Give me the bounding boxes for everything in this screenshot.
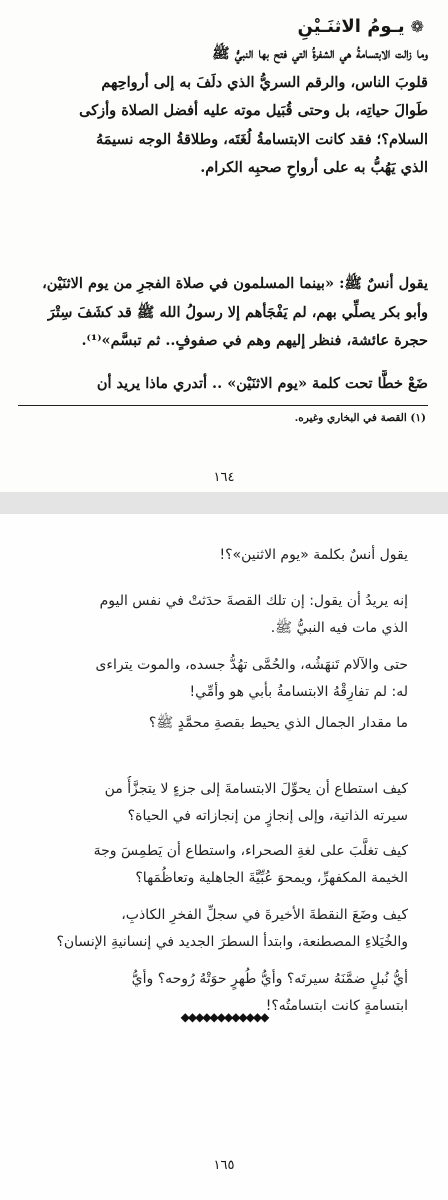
paragraph: [22, 652, 408, 706]
paragraph: [22, 588, 408, 642]
footnote: (١) القصة في البخاري وغيره.: [294, 412, 426, 424]
text-line: السلام؟؛ فقد كانت الابتسامةُ لُغَتَه، وطلاقةُ الوجه نسيمَهُ: [95, 130, 428, 148]
text-line: كيف تغلَّبَ على لغةِ الصحراء، واستطاع أن يَطمِسَ وجهَ: [93, 843, 408, 859]
paragraph: [22, 776, 408, 830]
text-line: سيرته الذاتية، وإلى إنجازٍ من إنجازاته في الحياة؟: [127, 808, 408, 824]
text-line: والخُيَلاءِ المصطنعة، وابتدأ السطرَ الجديد في إنسانيةِ الإنسان؟: [56, 934, 408, 950]
text-line: حتى والآلام تَنهَشُه، والحُمَّى تهُدُّ جسده، والموت يتراءى: [95, 657, 408, 673]
text-line: الذي يَهُبُّ به على أرواحِ صحبِه الكرام.: [200, 159, 428, 176]
chapter-title: يـومُ الاثنَـيْنِ: [297, 16, 405, 37]
page-number: ١٦٤: [213, 470, 235, 485]
paragraph: [22, 838, 408, 892]
text-line: يقول أنسٌ ﷺ: «بينما المسلمون في صلاة الفجرِ من يوم الاثنَيْن،: [42, 275, 428, 292]
page-number: ١٦٥: [213, 1158, 235, 1173]
chapter-heading: [298, 16, 424, 37]
text-line: وأبو بكر يصلِّي بهم، لم يَفْجَأهم إلا رسولُ الله ﷺ قد كشَفَ سِتْرَ: [47, 303, 428, 321]
text-line: الخيمة المكفهرِّ، ويمحوَ عُبِّيَّةَ الجاهلية وتعاظُمَها؟: [135, 870, 408, 886]
ornament-icon: ❁: [410, 17, 424, 36]
paragraph-2-hadith: [18, 270, 428, 356]
text-line: قلوبَ الناس، والرقم السريُّ الذي دلَفَ به إلى أرواحِهم: [101, 73, 428, 91]
paragraph-1: [18, 40, 428, 183]
text-line: ما مقدار الجمال الذي يحيط بقصةِ محمَّدٍ ﷺ؟: [148, 715, 408, 731]
paragraph: [22, 542, 408, 569]
ornamental-divider: ◆◆◆◆◆◆◆◆◆◆◆◆: [180, 1010, 268, 1024]
text-line: ابتسامةٍ كانت ابتسامتُه؟!: [265, 998, 408, 1014]
text-line: وما زالت الابتسامةُ هي الشفرةُ التي فتح بها النبيُّ ﷺ: [212, 45, 428, 62]
paragraph: [22, 902, 408, 956]
text-line: حجرة عائشة، فنظر إليهم وهم في صفوفٍ.. ثم تبسَّم»⁽¹⁾.: [81, 332, 428, 349]
text-line: إنه يريدُ أن يقول: إن تلك القصةَ حدَثتْ في نفس اليوم: [99, 593, 408, 609]
book-page-164: [0, 0, 448, 492]
text-line: الذي مات فيه النبيُّ ﷺ.: [270, 620, 408, 636]
text-line: يقول أنسٌ بكلمة «يوم الاثنين»؟!: [219, 547, 408, 563]
book-page-165: [0, 514, 448, 1200]
text-line: له: لم تفارِقْهُ الابتسامةُ بأبي هو وأمِّي!: [189, 684, 408, 700]
text-line: ضَعْ خطًّا تحت كلمة «يوم الاثنَيْن» .. أتدري ماذا يريد أن: [96, 375, 428, 392]
paragraph: [22, 710, 408, 737]
text-line: كيف استطاع أن يحوِّلَ الابتسامةَ إلى جزءٍ لا يتجزَّأُ من: [104, 781, 408, 797]
text-line: كيف وضَعَ النقطةَ الأخيرةَ في سجلِّ الفخرِ الكاذبِ،: [121, 907, 408, 923]
text-line: أيُّ نُبلٍ ضمَّنَهُ سيرتَه؟ وأيُّ طُهرٍ حوَتْهُ رُوحه؟ وأيُّ: [131, 971, 408, 987]
text-line: طَوالَ حياتِه، بل وحتى قُبَيل موته عليه أفضل الصلاة وأزكى: [79, 102, 428, 119]
page-gap: [0, 492, 448, 514]
paragraph-3: [18, 370, 428, 399]
footnote-separator: [18, 405, 428, 406]
